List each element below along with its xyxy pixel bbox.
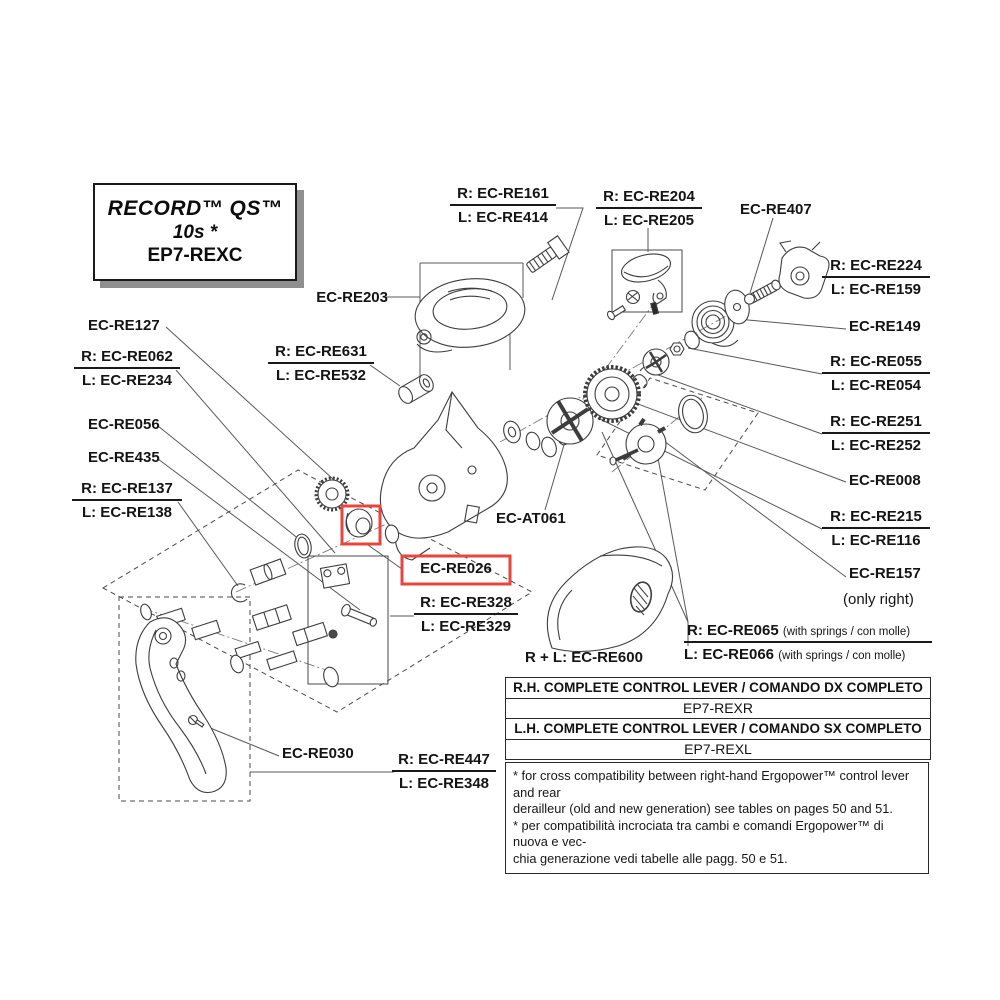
title-box: [93, 183, 297, 281]
label-ec-re127: EC-RE127: [88, 317, 160, 334]
label-ec-re203: EC-RE203: [316, 289, 388, 306]
table-row-rh-code: EP7-REXR: [506, 699, 930, 719]
label-r-ec-re631: R: EC-RE631: [268, 343, 374, 364]
label-pair-re062-re234: [74, 348, 180, 389]
label-pair-re447-re348: [392, 751, 496, 792]
label-r-ec-re447: R: EC-RE447: [392, 751, 496, 772]
label-pair-re161-re414: [450, 185, 556, 226]
label-r-ec-re065-code: R: EC-RE065: [687, 622, 779, 639]
label-l-ec-re252: L: EC-RE252: [830, 437, 922, 454]
footnote-line-2: derailleur (old and new generation) see tables on pages 50 and 51.: [513, 801, 893, 816]
label-l-ec-re532: L: EC-RE532: [275, 367, 367, 384]
label-ec-re157-note: (only right): [843, 591, 914, 608]
label-r-ec-re204: R: EC-RE204: [596, 188, 702, 209]
footnote-line-3: * per compatibilità incrociata tra cambi e comandi Ergopower™ di nuova e vec-: [513, 817, 884, 849]
label-ec-re008: EC-RE008: [849, 472, 921, 489]
label-l-ec-re234: L: EC-RE234: [81, 372, 173, 389]
label-pair-re055-re054: [822, 353, 930, 394]
label-r-ec-re062: R: EC-RE062: [74, 348, 180, 369]
label-ec-re149: EC-RE149: [849, 318, 921, 335]
label-l-ec-re205: L: EC-RE205: [603, 212, 695, 229]
label-r-ec-re215: R: EC-RE215: [822, 508, 930, 529]
label-r-ec-re065: [684, 622, 932, 643]
table-row-lh-code: EP7-REXL: [684, 741, 752, 757]
label-l-ec-re066-code: L: EC-RE066: [684, 646, 775, 663]
footnote-line-4: chia generazione vedi tabelle alle pagg. 50 e 51.: [513, 850, 788, 866]
label-ec-at061: EC-AT061: [496, 510, 566, 527]
label-l-ec-re414: L: EC-RE414: [457, 209, 549, 226]
complete-lever-table: [505, 677, 931, 760]
label-l-ec-re138: L: EC-RE138: [81, 504, 173, 521]
table-row-lh-header: L.H. COMPLETE CONTROL LEVER / COMANDO SX COMPLETO: [506, 719, 930, 740]
label-pair-re065-re066: [684, 622, 932, 663]
label-ec-re030: EC-RE030: [282, 745, 354, 762]
label-l-ec-re066-note: (with springs / con molle): [778, 650, 906, 662]
label-ec-re157: EC-RE157: [849, 565, 921, 582]
table-row-rh-header: R.H. COMPLETE CONTROL LEVER / COMANDO DX COMPLETO: [506, 678, 930, 699]
label-r-ec-re251: R: EC-RE251: [822, 413, 930, 434]
label-l-ec-re348: L: EC-RE348: [398, 775, 490, 792]
title-line2: 10s *: [172, 222, 218, 243]
label-pair-re215-re116: [822, 508, 930, 549]
label-r-ec-re055: R: EC-RE055: [822, 353, 930, 374]
label-r-ec-re328: R: EC-RE328: [414, 594, 518, 615]
label-r-ec-re137: R: EC-RE137: [72, 480, 182, 501]
label-l-ec-re054: L: EC-RE054: [830, 377, 922, 394]
label-pair-re328-re329: [414, 594, 518, 635]
label-l-ec-re159: L: EC-RE159: [830, 281, 922, 298]
label-r-ec-re065-note: (with springs / con molle): [782, 626, 911, 638]
label-ec-re056: EC-RE056: [88, 416, 160, 433]
label-pair-re631-re532: [268, 343, 374, 384]
label-pair-re224-re159: [822, 257, 930, 298]
label-l-ec-re066: [684, 643, 932, 663]
label-l-ec-re329: L: EC-RE329: [420, 618, 512, 635]
label-l-ec-re116: L: EC-RE116: [831, 532, 921, 549]
label-ec-re026-highlighted: EC-RE026: [420, 560, 492, 577]
label-pair-re251-re252: [822, 413, 930, 454]
label-ec-re407: EC-RE407: [740, 201, 812, 218]
label-ec-re435: EC-RE435: [88, 449, 160, 466]
compatibility-footnote: [505, 762, 929, 874]
footnote-line-1: * for cross compatibility between right-hand Ergopower™ control lever and rear: [513, 768, 910, 800]
label-ec-re600: R + L: EC-RE600: [525, 649, 643, 666]
label-r-ec-re161: R: EC-RE161: [450, 185, 556, 206]
label-r-ec-re224: R: EC-RE224: [822, 257, 930, 278]
label-pair-re137-re138: [72, 480, 182, 521]
label-pair-re204-re205: [596, 188, 702, 229]
title-line1: RECORD™ QS™: [107, 197, 283, 220]
title-line3: EP7-REXC: [147, 245, 243, 266]
